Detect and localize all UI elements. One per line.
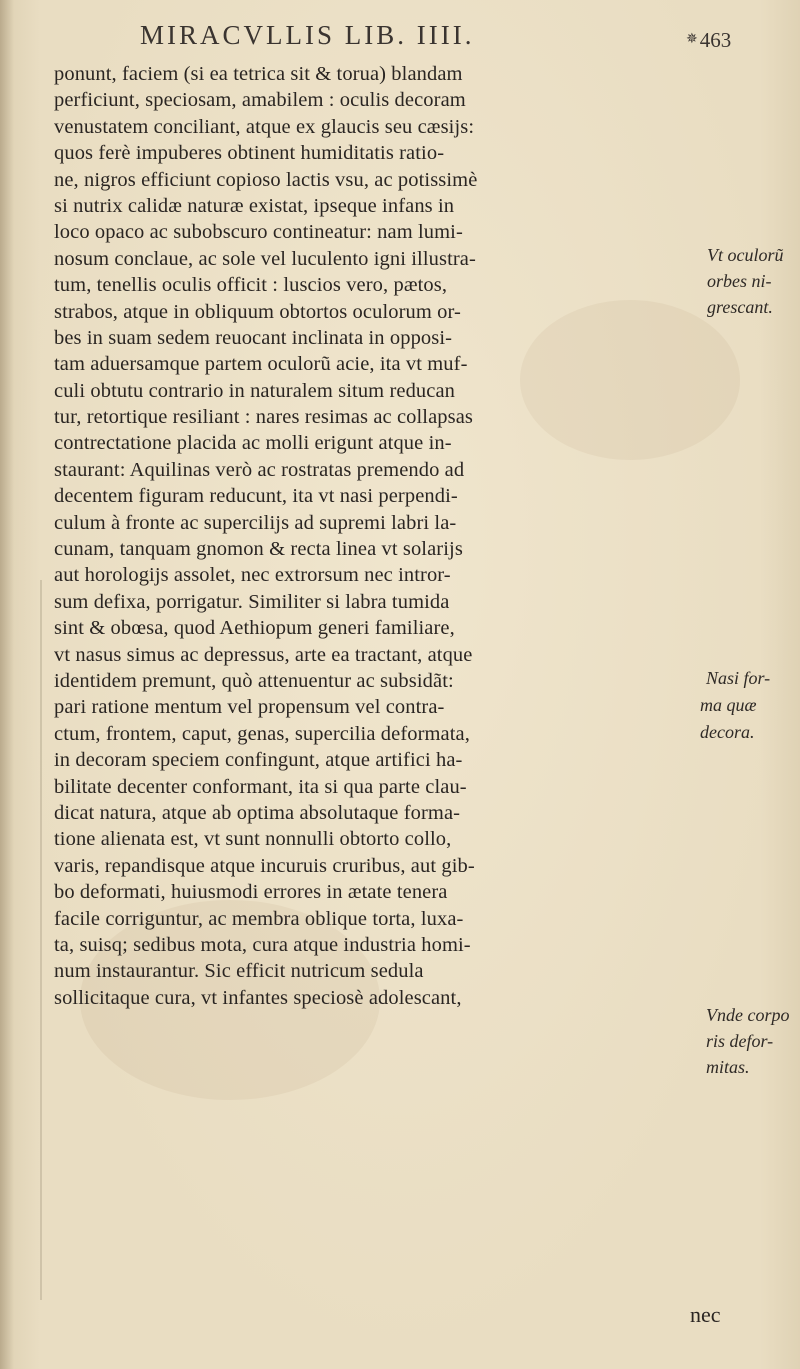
text-line: tum, tenellis oculis officit : luscios vero, pætos, (54, 274, 448, 297)
marginal-note: Vnde corpo (706, 1005, 790, 1025)
text-line: aut horologijs assolet, nec extrorsum nec intror- (54, 564, 451, 587)
page-number: 463 (699, 28, 732, 52)
marginal-note: mitas. (706, 1057, 750, 1077)
text-line: sollicitaque cura, vt infantes speciosè adolescant, (54, 986, 462, 1009)
text-line: num instaurantur. Sic efficit nutricum sedula (54, 960, 424, 983)
text-line: dicat natura, atque ab optima absolutaque forma- (54, 801, 461, 824)
text-line: staurant: Aquilinas verò ac rostratas premendo ad (54, 458, 465, 481)
text-line: loco opaco ac subobscuro contineatur: nam lumi- (54, 221, 463, 244)
text-line: facile corriguntur, ac membra oblique torta, luxa- (54, 907, 464, 930)
marginal-note: grescant. (707, 297, 773, 317)
text-line: strabos, atque in obliquum obtortos oculorum or- (54, 300, 461, 323)
catchword: nec (690, 1302, 721, 1327)
text-line: culum à fronte ac supercilijs ad supremi labri la- (54, 511, 457, 534)
text-line: culi obtutu contrario in naturalem situm reducan (54, 379, 456, 402)
text-line: ta, suisq; sedibus mota, cura atque industria homi- (54, 933, 471, 956)
text-line: tur, retortique resiliant : nares resimas ac collapsas (54, 406, 473, 429)
text-line: varis, repandisque atque incuruis cruribus, aut gib- (54, 854, 475, 877)
marginal-note: Nasi for- (706, 668, 771, 688)
text-line: venustatem conciliant, atque ex glaucis seu cæsijs: (54, 115, 475, 138)
text-line: perficiunt, speciosam, amabilem : oculis decoram (54, 89, 466, 112)
text-line: bo deformati, huiusmodi errores in ætate tenera (54, 881, 448, 904)
text-line: si nutrix calidæ naturæ existat, ipseque infans in (54, 194, 455, 217)
text-line: decentem figuram reducunt, ita vt nasi perpendi- (54, 485, 458, 508)
text-line: sint & obœsa, quod Aethiopum generi familiare, (54, 617, 455, 640)
text-line: ne, nigros efficiunt copioso lactis vsu, ac potissimè (54, 168, 478, 191)
body-text (54, 61, 704, 1011)
marginal-note: ma quæ (700, 695, 757, 715)
folio (686, 28, 731, 53)
marginal-note: Vt oculorũ (707, 245, 784, 265)
text-line: pari ratione mentum vel propensum vel contra- (54, 696, 445, 719)
text-line: tione alienata est, vt sunt nonnulli obtorto collo, (54, 828, 452, 851)
text-line: cunam, tanquam gnomon & recta linea vt solarijs (54, 538, 463, 561)
star-ornament-icon: ✵ (686, 32, 698, 47)
text-line: contrectatione placida ac molli erigunt atque in- (54, 432, 452, 455)
text-line: tam aduersamque partem oculorũ acie, ita vt muf- (54, 353, 468, 376)
marginal-note: orbes ni- (707, 271, 772, 291)
text-line: identidem premunt, quò attenuentur ac subsidãt: (54, 669, 454, 692)
text-line: bes in suam sedem reuocant inclinata in opposi- (54, 326, 453, 349)
running-head: MIRACVLLIS LIB. IIII. (140, 20, 475, 50)
marginal-note: decora. (700, 722, 755, 742)
text-line: bilitate decenter conformant, ita si qua parte clau- (54, 775, 467, 798)
text-line: vt nasus simus ac depressus, arte ea tractant, atque (54, 643, 473, 666)
text-line: in decoram speciem confingunt, atque artifici ha- (54, 749, 463, 772)
text-line: ctum, frontem, caput, genas, supercilia deformata, (54, 722, 470, 745)
text-line: sum defixa, porrigatur. Similiter si labra tumida (54, 590, 450, 613)
page-header (0, 14, 800, 54)
text-line: ponunt, faciem (si ea tetrica sit & torua) blandam (54, 63, 463, 85)
text-line: quos ferè impuberes obtinent humiditatis ratio- (54, 142, 445, 165)
page-edge-shadow (40, 580, 42, 1300)
marginal-note: ris defor- (706, 1031, 774, 1051)
text-line: nosum conclaue, ac sole vel luculento igni illustra- (54, 247, 476, 270)
